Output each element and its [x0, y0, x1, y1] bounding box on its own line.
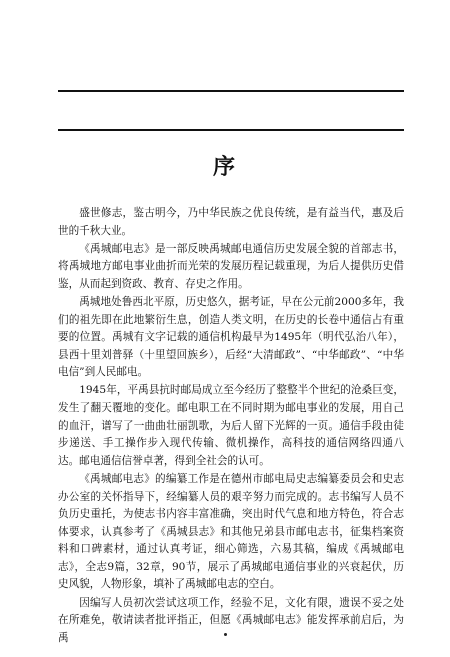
page-title: 序 — [212, 154, 237, 180]
secondary-rule — [58, 129, 404, 131]
paragraph-1: 盛世修志，鉴古明今，乃中华民族之优良传统，是有益当代，惠及后世的千秋大业。 — [58, 207, 404, 237]
paragraph-4: 1945年，平禹县抗时邮局成立至今经历了整整半个世纪的沧桑巨变，发生了翻天覆地的变化。邮电职工在不同时期为邮电事业的发展，用自己的血汗，谱写了一曲曲壮丽凯歌，为后人留下光辉的一页。通信手段由徒步递送、手工操作步入现代传输、微机操作，高科技的通信网络四通八达。邮电通信信誉卓著，得到全社会的认可。 — [58, 384, 404, 467]
paragraph-6: 因编写人员初次尝试这项工作，经验不足，文化有限，遗误不妥之处在所难免，敬请读者批评指正，但愿《禹城邮电志》能发挥承前启后，为禹 — [58, 596, 404, 644]
preface-body — [58, 205, 404, 648]
paragraph-3: 禹城地处鲁西北平原，历史悠久，据考证，早在公元前2000多年，我们的祖先即在此地繁衍生息，创造人类文明，在历史的长卷中通信占有重要的位置。禹城有文字记载的通信机构最早为1495年（明代弘治八年），县西十里刘普驿（十里望回族乡），后经“大清邮政”、“中华邮政”、“中华电信”到人民邮电。 — [58, 295, 404, 379]
page-mark — [224, 633, 227, 636]
top-rule — [58, 90, 404, 92]
paragraph-5: 《禹城邮电志》的编纂工作是在德州市邮电局史志编纂委员会和史志办公室的关怀指导下，经编纂人员的艰辛努力而完成的。志书编写人员不负历史重托，为使志书内容丰富准确，突出时代气息和地方特色，符合志体要求，认真参考了《禹城县志》和其他兄弟县市邮电志书，征集档案资料和口碑素材，通过认真考证，细心筛选，六易其稿，编成《禹城邮电志》，全志9篇，32章，90节，展示了禹城邮电通信事业的兴衰起伏，历史风貌，人物形象，填补了禹城邮电志的空白。 — [58, 472, 404, 591]
paragraph-2: 《禹城邮电志》是一部反映禹城邮电通信历史发展全貌的首部志书，将禹城地方邮电事业曲折而光荣的发展历程记载重现，为后人提供历史借鉴，从而起到资政、教育、存史之作用。 — [58, 242, 404, 290]
